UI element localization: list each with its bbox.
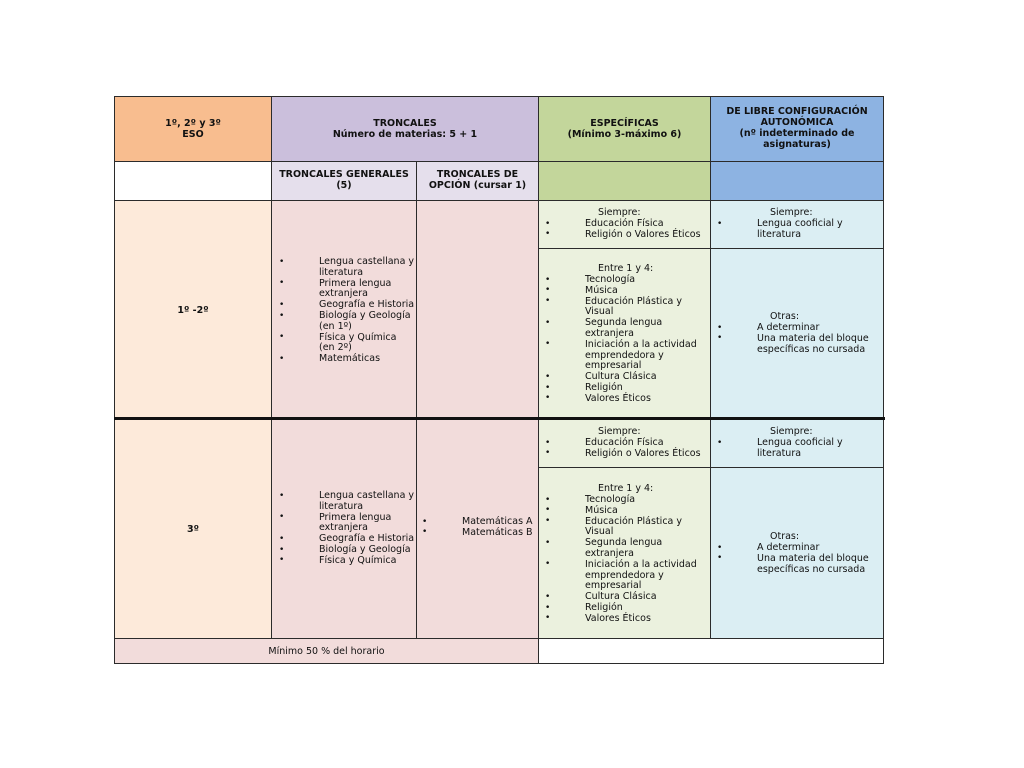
generales-item: Biología y Geología (319, 310, 411, 321)
libre-siempre-item: literatura (757, 447, 802, 459)
esp-entre-title: Entre 1 y 4: (598, 263, 654, 274)
opcion-item: Matemáticas A (462, 516, 533, 527)
esp-entre-item: Visual (585, 526, 614, 538)
subheader-opcion (416, 161, 539, 201)
esp-siempre-item: Educación Física (585, 218, 664, 229)
bullet-icon: • (422, 527, 428, 538)
bullet-icon: • (545, 382, 551, 393)
libre-otras-item: A determinar (757, 542, 820, 553)
esp-entre-item: Religión (585, 382, 623, 393)
bullet-icon: • (717, 218, 723, 229)
bullet-icon: • (717, 333, 723, 344)
esp-entre-item: empresarial (585, 580, 642, 592)
header-troncales-title: TRONCALES (373, 118, 437, 129)
subheader-empty (114, 161, 272, 201)
subheader-opcion-line1: TRONCALES DE (436, 169, 519, 180)
esp-entre-item: Religión (585, 602, 623, 613)
libre-siempre-title: Siempre: (770, 426, 813, 437)
bullet-icon: • (545, 218, 551, 229)
bullet-icon: • (279, 533, 285, 544)
bullet-icon: • (545, 494, 551, 505)
bullet-icon: • (545, 274, 551, 285)
header-troncales (271, 96, 539, 162)
footer-empty (538, 638, 884, 664)
bullet-icon: • (545, 516, 551, 527)
esp-entre-item: Iniciación a la actividad (585, 338, 697, 350)
esp-entre-item: Iniciación a la actividad (585, 558, 697, 570)
block2-label: 3º (114, 419, 272, 639)
libre-otras-title: Otras: (770, 531, 800, 542)
generales-item: Primera lengua (319, 511, 392, 523)
header-especificas-range: (Mínimo 3-máximo 6) (567, 129, 682, 140)
subheader-generales (271, 161, 417, 201)
header-course-line2: ESO (182, 129, 204, 140)
header-libre-line2: AUTONÓMICA (760, 117, 834, 128)
bullet-icon: • (279, 490, 285, 501)
generales-item: Geografía e Historia (319, 299, 415, 311)
esp-entre-item: Segunda lengua (585, 317, 663, 329)
generales-item: extranjera (319, 288, 368, 300)
generales-item: extranjera (319, 522, 368, 534)
generales-item: Primera lengua (319, 277, 392, 289)
bullet-icon: • (279, 332, 285, 343)
block-separator (114, 417, 885, 420)
esp-entre-item: extranjera (585, 548, 634, 559)
bullet-icon: • (545, 591, 551, 602)
header-libre-line3: (nº indeterminado de (739, 128, 855, 139)
bullet-icon: • (545, 537, 551, 548)
esp-entre-item: Cultura Clásica (585, 371, 657, 383)
esp-siempre-item: Religión o Valores Éticos (585, 447, 701, 459)
esp-siempre-item: Educación Física (585, 437, 664, 448)
esp-entre-item: Visual (585, 306, 614, 318)
bullet-icon: • (545, 559, 551, 570)
esp-entre-item: extranjera (585, 328, 634, 339)
subheader-opcion-line2: OPCIÓN (cursar 1) (428, 180, 527, 191)
header-especificas-title: ESPECÍFICAS (590, 118, 659, 129)
bullet-icon: • (545, 371, 551, 382)
footer-minimo (114, 638, 539, 664)
bullet-icon: • (545, 285, 551, 296)
subheader-libre (710, 161, 884, 201)
generales-item: Lengua castellana y (319, 256, 415, 267)
bullet-icon: • (279, 544, 285, 555)
libre-otras-item: específicas no cursada (757, 343, 866, 355)
esp-entre-item: Tecnología (585, 494, 636, 505)
bullet-icon: • (545, 229, 551, 240)
libre-otras-item: Una materia del bloque (757, 332, 869, 344)
generales-item: Matemáticas (319, 353, 381, 365)
generales-item: (en 1º) (319, 320, 352, 332)
header-especificas (538, 96, 711, 162)
libre-otras-item: Una materia del bloque (757, 552, 869, 564)
bullet-icon: • (279, 256, 285, 267)
libre-otras-title: Otras: (770, 311, 800, 322)
block1-label: 1º -2º (114, 200, 272, 420)
esp-entre-item: Cultura Clásica (585, 591, 657, 603)
subheader-especificas (538, 161, 711, 201)
header-troncales-count: Número de materias: 5 + 1 (332, 129, 478, 140)
libre-siempre-item: Lengua cooficial y (757, 437, 843, 448)
header-libre-line4: asignaturas) (763, 139, 831, 150)
bullet-icon: • (279, 512, 285, 523)
generales-item: Geografía e Historia (319, 533, 415, 545)
esp-entre-item: Música (585, 504, 618, 516)
libre-siempre-item: Lengua cooficial y (757, 218, 843, 229)
esp-siempre-item: Religión o Valores Éticos (585, 228, 701, 240)
header-libre (710, 96, 884, 162)
bullet-icon: • (545, 448, 551, 459)
subheader-generales-count: (5) (336, 180, 352, 191)
generales-item: Física y Química (319, 554, 397, 566)
libre-siempre-item: literatura (757, 228, 802, 240)
bullet-icon: • (545, 339, 551, 350)
generales-item: Biología y Geología (319, 544, 411, 555)
bullet-icon: • (717, 322, 723, 333)
bullet-icon: • (279, 353, 285, 364)
esp-entre-item: emprendedora y (585, 349, 664, 361)
esp-entre-item: Educación Plástica y (585, 295, 683, 307)
libre-otras-item: A determinar (757, 322, 820, 333)
header-libre-line1: DE LIBRE CONFIGURACIÓN (726, 106, 868, 117)
bullet-icon: • (717, 542, 723, 553)
esp-entre-item: Tecnología (585, 274, 636, 285)
bullet-icon: • (545, 317, 551, 328)
bullet-icon: • (279, 299, 285, 310)
generales-item: (en 2º) (319, 342, 352, 354)
esp-entre-item: Segunda lengua (585, 537, 663, 549)
esp-entre-item: Música (585, 284, 618, 296)
bullet-icon: • (545, 437, 551, 448)
bullet-icon: • (717, 553, 723, 564)
esp-entre-item: Valores Éticos (585, 392, 651, 404)
bullet-icon: • (545, 613, 551, 624)
bullet-icon: • (545, 602, 551, 613)
bullet-icon: • (279, 555, 285, 566)
opcion-item: Matemáticas B (462, 526, 533, 538)
subheader-generales-title: TRONCALES GENERALES (279, 169, 409, 180)
esp-entre-item: empresarial (585, 360, 642, 372)
generales-item: Lengua castellana y (319, 490, 415, 501)
bullet-icon: • (717, 437, 723, 448)
footer-minimo-text: Mínimo 50 % del horario (268, 645, 385, 657)
header-course (114, 96, 272, 162)
libre-otras-item: específicas no cursada (757, 563, 866, 575)
bullet-icon: • (422, 516, 428, 527)
bullet-icon: • (279, 310, 285, 321)
esp-entre-item: emprendedora y (585, 569, 664, 581)
bullet-icon: • (545, 393, 551, 404)
bullet-icon: • (279, 278, 285, 289)
esp-entre-item: Educación Plástica y (585, 515, 683, 527)
bullet-icon: • (545, 505, 551, 516)
libre-siempre-title: Siempre: (770, 207, 813, 218)
block1-opcion (416, 200, 539, 420)
esp-entre-title: Entre 1 y 4: (598, 483, 654, 494)
header-course-line1: 1º, 2º y 3º (165, 118, 221, 129)
generales-item: literatura (319, 266, 364, 278)
generales-item: literatura (319, 500, 364, 512)
generales-item: Física y Química (319, 331, 397, 343)
esp-siempre-title: Siempre: (598, 207, 641, 218)
esp-siempre-title: Siempre: (598, 426, 641, 437)
esp-entre-item: Valores Éticos (585, 612, 651, 624)
bullet-icon: • (545, 296, 551, 307)
